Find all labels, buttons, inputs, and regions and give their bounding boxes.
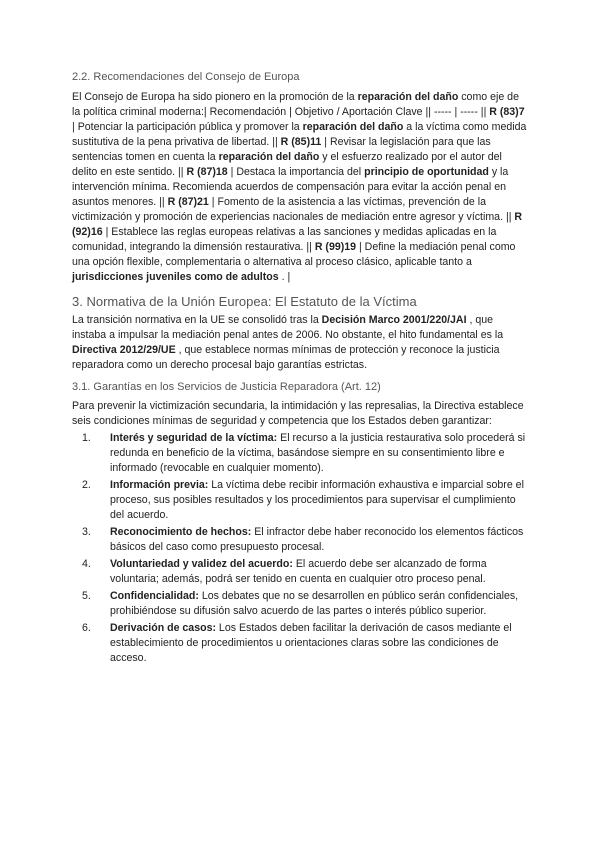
list-item-title: Reconocimiento de hechos: <box>110 526 252 538</box>
bold-term: R (92)16 <box>72 211 523 238</box>
text-run: | Fomento de la asistencia a las víctimas, prevención de la victimización y promoción de experiencias nacionales de mediación entre agresor y víctima. || <box>72 196 515 223</box>
list-item-title: Información previa: <box>110 479 209 491</box>
bold-term: R (83)7 <box>489 106 525 118</box>
list-item-text: Los Estados deben facilitar la derivación de casos mediante el establecimiento de procedimientos u orientaciones claras sobre las condiciones de acceso. <box>110 622 512 664</box>
list-item <box>72 431 528 476</box>
list-item-title: Interés y seguridad de la víctima: <box>110 432 278 444</box>
text-run: | Establece las reglas europeas relativas a las sanciones y medidas aplicadas en la comunidad, integrando la dimensión restaurativa. || <box>72 226 497 253</box>
section-2-2-paragraph <box>72 90 528 285</box>
list-item <box>72 589 528 619</box>
list-number: 2. <box>82 479 91 491</box>
list-item-title: Derivación de casos: <box>110 622 216 634</box>
list-item <box>72 478 528 523</box>
list-item-title: Confidencialidad: <box>110 590 199 602</box>
text-run: El Consejo de Europa ha sido pionero en la promoción de la <box>72 91 358 103</box>
text-run: y el esfuerzo realizado por el autor del delito en este sentido. || <box>72 151 502 178</box>
section-3-heading: 3. Normativa de la Unión Europea: El Estatuto de la Víctima <box>72 294 417 309</box>
guarantees-list <box>72 431 528 666</box>
bold-term: R (87)18 <box>186 166 228 178</box>
list-item <box>72 557 528 587</box>
text-run: , que establece normas mínimas de protección y reconoce la justicia reparadora como un derecho procesal bajo garantías estrictas. <box>72 344 500 371</box>
bold-term: reparación del daño <box>302 121 404 133</box>
list-number: 3. <box>82 526 91 538</box>
text-run: . | <box>278 271 291 283</box>
bold-term: reparación del daño <box>218 151 320 163</box>
bold-term: reparación del daño <box>357 91 459 103</box>
bold-term: principio de oportunidad <box>364 166 489 178</box>
list-item-text: Los debates que no se desarrollen en público serán confidenciales, prohibiéndose su difusión salvo acuerdo de las partes o interés público superior. <box>110 590 519 617</box>
text-run: | Revisar la legislación para que las sentencias tomen en cuenta la <box>72 136 491 163</box>
bold-term: R (85)11 <box>280 136 322 148</box>
list-number: 6. <box>82 622 91 634</box>
list-item <box>72 525 528 555</box>
section-2-2-heading: 2.2. Recomendaciones del Consejo de Europa <box>72 71 300 83</box>
list-number: 1. <box>82 432 91 444</box>
text-run: | Potenciar la participación pública y promover la <box>72 121 303 133</box>
list-number: 5. <box>82 590 91 602</box>
text-run: como eje de la política criminal moderna:| Recomendación | Objetivo / Aportación Clave || ----- | ----- || <box>72 91 519 118</box>
bold-term: jurisdicciones juveniles como de adultos <box>72 271 279 283</box>
list-item-title: Voluntariedad y validez del acuerdo: <box>110 558 293 570</box>
list-item <box>72 621 528 666</box>
list-item-text: El acuerdo debe ser alcanzado de forma voluntaria; además, podrá ser tenido en cuenta en cualquier otro proceso penal. <box>110 558 487 585</box>
list-number: 4. <box>82 558 91 570</box>
text-run: La transición normativa en la UE se consolidó tras la <box>72 314 322 326</box>
list-item-text: La víctima debe recibir información exhaustiva e imparcial sobre el proceso, sus posibles resultados y los procedimientos para supervisar el cumplimiento del acuerdo. <box>110 479 524 521</box>
list-item-text: El infractor debe haber reconocido los elementos fácticos básicos del caso como presupuesto procesal. <box>110 526 524 553</box>
text-run: | Define la mediación penal como una opción flexible, complementaria o alternativa al proceso clásico, aplicable tanto a <box>72 241 516 268</box>
text-run: a la víctima como medida sustitutiva de la pena privativa de libertad. || <box>72 121 527 148</box>
bold-term: Decisión Marco 2001/220/JAI <box>321 314 467 326</box>
section-3-paragraph <box>72 313 528 373</box>
bold-term: R (99)19 <box>314 241 357 253</box>
bold-term: Directiva 2012/29/UE <box>72 344 176 356</box>
document-page <box>72 70 528 666</box>
list-item-text: El recurso a la justicia restaurativa solo procederá si redunda en beneficio de la víctima, basándose siempre en su consentimiento libre e informado (revocable en cualquier momento). <box>110 432 526 474</box>
section-3-1-heading: 3.1. Garantías en los Servicios de Justicia Reparadora (Art. 12) <box>72 381 381 393</box>
text-run: | Destaca la importancia del <box>227 166 365 178</box>
text-run: y la intervención mínima. Recomienda acuerdos de compensación para evitar la acción penal en asuntos menores. || <box>72 166 509 208</box>
section-3-1-intro: Para prevenir la victimización secundaria, la intimidación y las represalias, la Directiva establece seis condiciones mínimas de seguridad y competencia que los Estados deben garantizar: <box>72 400 524 427</box>
text-run: , que instaba a impulsar la mediación penal antes de 2006. No obstante, el hito fundamental es la <box>72 314 504 341</box>
bold-term: R (87)21 <box>167 196 209 208</box>
